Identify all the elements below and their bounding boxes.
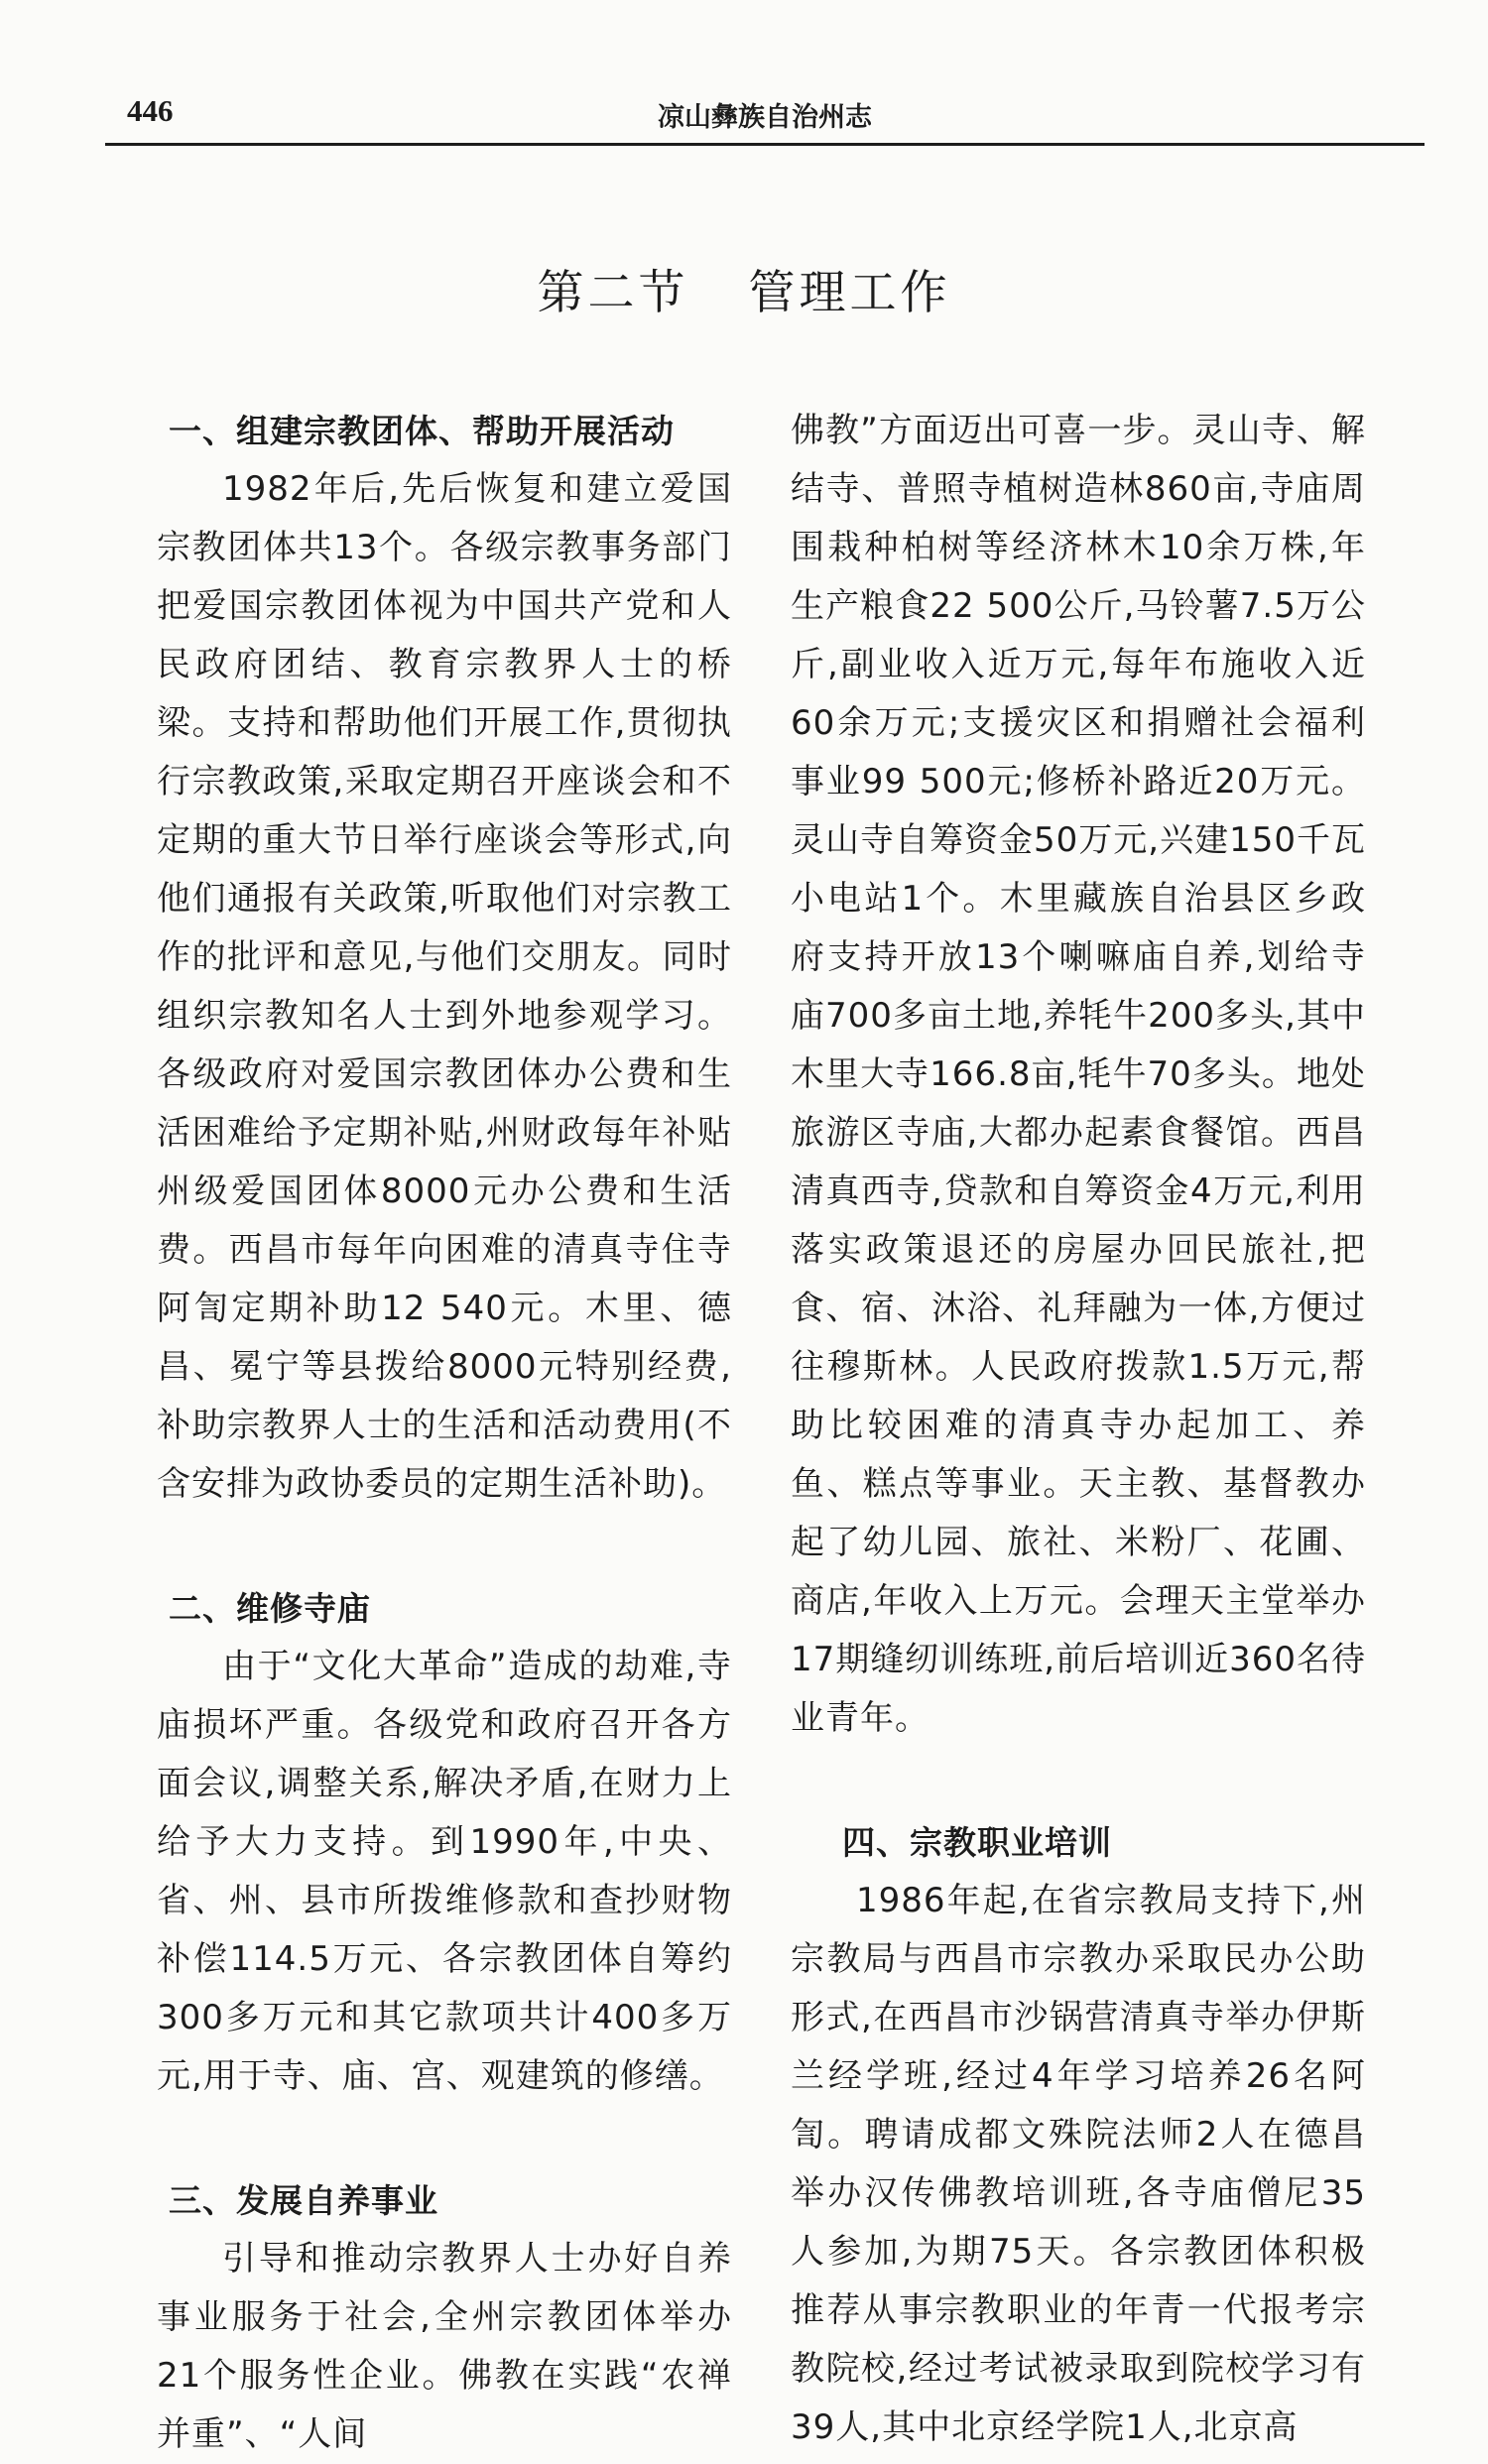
subsection-paragraph-3-continued: 佛教”方面迈出可喜一步。灵山寺、解结寺、普照寺植树造林860亩,寺庙周围栽种柏树等经济林木10余万株,年生产粮食22 500公斤,马铃薯7.5万公斤,副业收入近万元,每年布施收入近60余万元;支援灾区和捐赠社会福利事业99 500元;修桥补路近20万元。灵山寺自筹资金50万元,兴建150千瓦小电站1个。木里藏族自治县区乡政府支持开放13个喇嘛庙自养,划给寺庙700多亩土地,养牦牛200多头,其中木里大寺166.8亩,牦牛70多头。地处旅游区寺庙,大都办起素食餐馆。西昌清真西寺,贷款和自筹资金4万元,利用落实政策退还的房屋办回民旅社,把食、宿、沐浴、礼拜融为一体,方便过往穆斯林。人民政府拨款1.5万元,帮助比较困难的清真寺办起加工、养鱼、糕点等事业。天主教、基督教办起了幼儿园、旅社、米粉厂、花圃、商店,年收入上万元。会理天主堂举办17期缝纫训练班,前后培训近360名待业青年。 bbox=[791, 411, 1366, 1738]
page-number: 446 bbox=[127, 93, 174, 128]
subsection-heading-3: 三、发展自养事业 bbox=[169, 2181, 438, 2220]
subsection-heading-1: 一、组建宗教团体、帮助开展活动 bbox=[169, 412, 675, 450]
subsection-paragraph-3-start: 引导和推动宗教界人士办好自养事业服务于社会,全州宗教团体举办21个服务性企业。佛教在实践“农禅并重”、“人间 bbox=[157, 2239, 732, 2454]
right-column bbox=[791, 402, 1366, 2457]
section-number: 第二节 bbox=[537, 266, 689, 320]
section-title bbox=[0, 256, 1488, 322]
left-column bbox=[157, 402, 732, 2464]
subsection-heading-2: 二、维修寺庙 bbox=[169, 1589, 371, 1628]
subsection-paragraph-2: 由于“文化大革命”造成的劫难,寺庙损坏严重。各级党和政府召开各方面会议,调整关系,解决矛盾,在财力上给予大力支持。到1990年,中央、省、州、县市所拨维修款和查抄财物补偿114.5万元、各宗教团体自筹约300多万元和其它款项共计400多万元,用于寺、庙、宫、观建筑的修缮。 bbox=[157, 1647, 732, 2096]
subsection-heading-4: 四、宗教职业培训 bbox=[842, 1823, 1112, 1862]
subsection-paragraph-4: 1986年起,在省宗教局支持下,州宗教局与西昌市宗教办采取民办公助形式,在西昌市沙锅营清真寺举办伊斯兰经学班,经过4年学习培养26名阿訇。聘请成都文殊院法师2人在德昌举办汉传佛教培训班,各寺庙僧尼35人参加,为期75天。各宗教团体积极推荐从事宗教职业的年青一代报考宗教院校,经过考试被录取到院校学习有39人,其中北京经学院1人,北京高 bbox=[791, 1881, 1366, 2447]
book-title: 凉山彝族自治州志 bbox=[658, 102, 872, 133]
page-header bbox=[105, 91, 1425, 146]
subsection-paragraph-1: 1982年后,先后恢复和建立爱国宗教团体共13个。各级宗教事务部门把爱国宗教团体视为中国共产党和人民政府团结、教育宗教界人士的桥梁。支持和帮助他们开展工作,贯彻执行宗教政策,采取定期召开座谈会和不定期的重大节日举行座谈会等形式,向他们通报有关政策,听取他们对宗教工作的批评和意见,与他们交朋友。同时组织宗教知名人士到外地参观学习。各级政府对爱国宗教团体办公费和生活困难给予定期补贴,州财政每年补贴州级爱国团体8000元办公费和生活费。西昌市每年向困难的清真寺住寺阿訇定期补助12 540元。木里、德昌、冕宁等县拨给8000元特别经费,补助宗教界人士的生活和活动费用(不含安排为政协委员的定期生活补助)。 bbox=[157, 469, 732, 1504]
section-name: 管理工作 bbox=[748, 266, 951, 320]
